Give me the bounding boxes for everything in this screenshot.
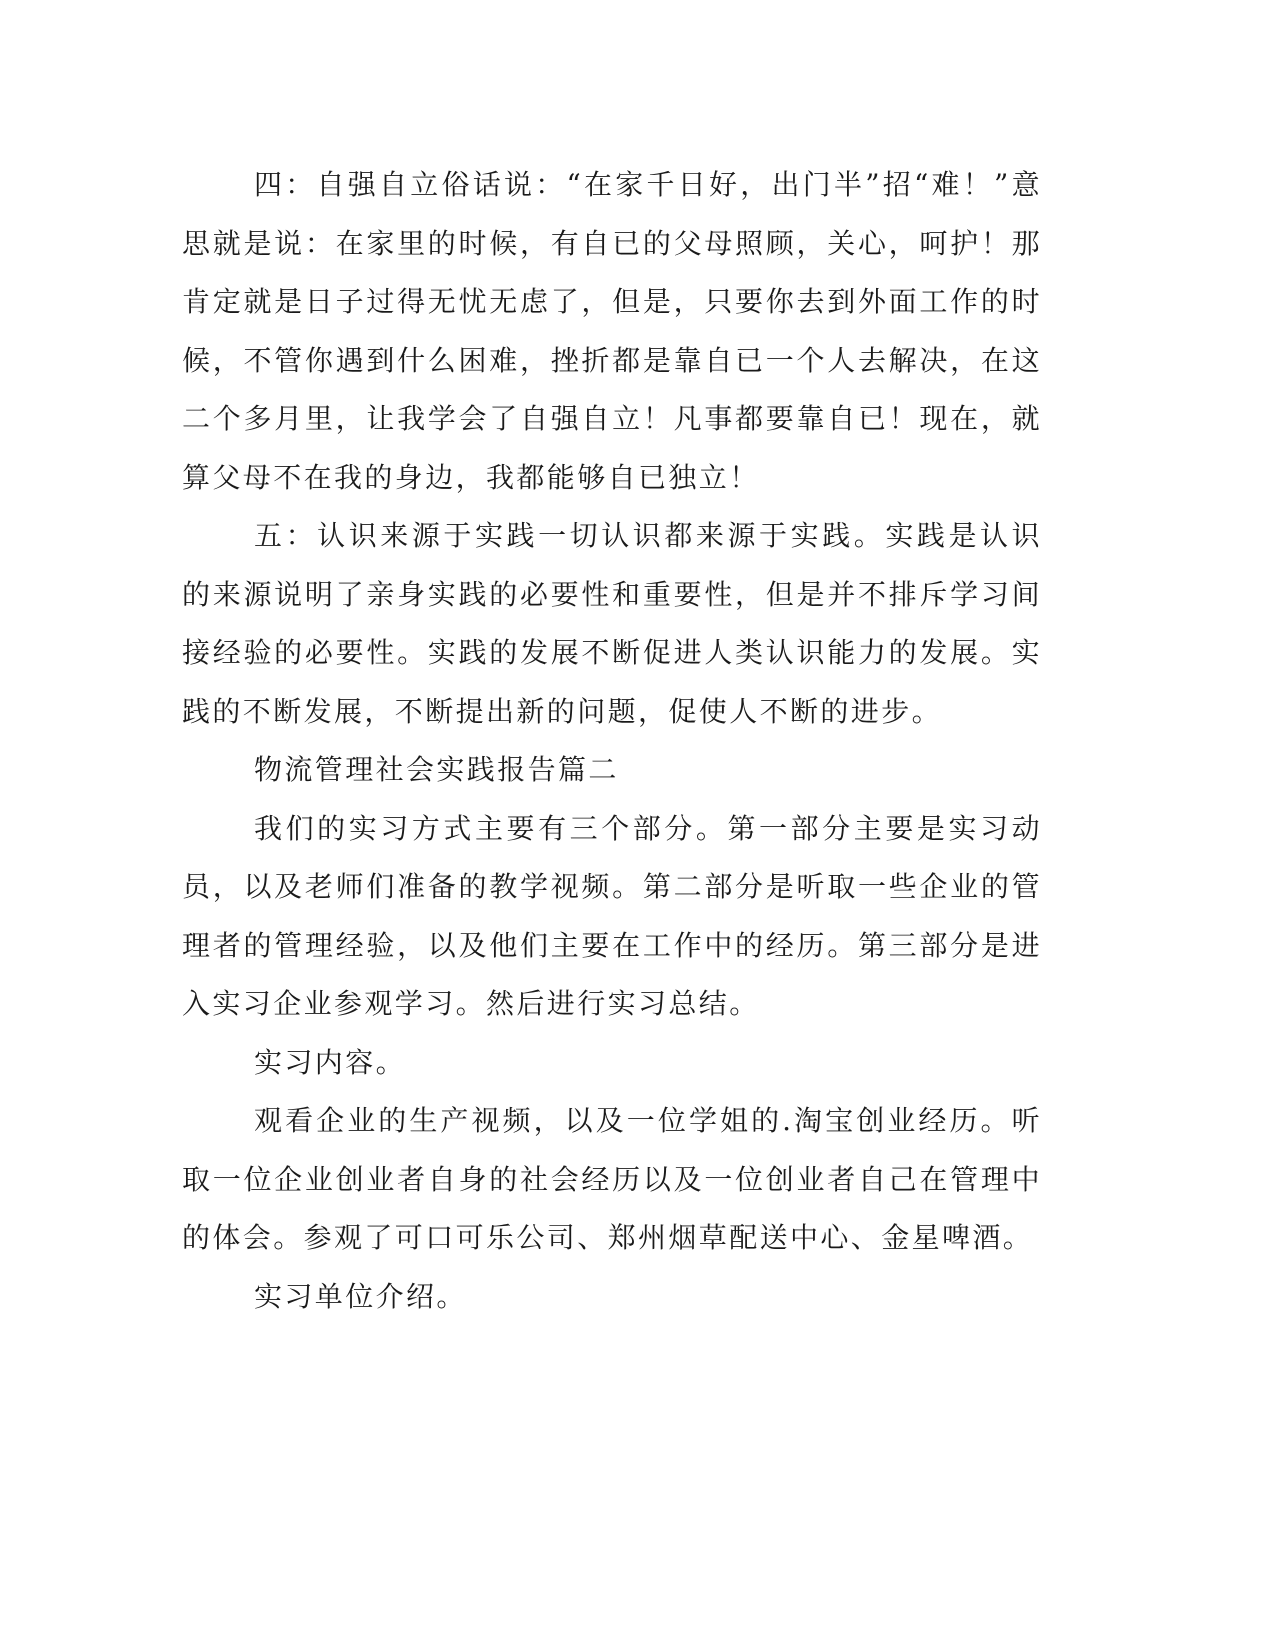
document-body	[182, 156, 1042, 1326]
paragraph-internship-content: 观看企业的生产视频，以及一位学姐的.淘宝创业经历。听取一位企业创业者自身的社会经历以及一位创业者自己在管理中的体会。参观了可口可乐公司、郑州烟草配送中心、金星啤酒。	[182, 1104, 1042, 1254]
section-heading: 物流管理社会实践报告篇二	[254, 753, 619, 786]
paragraph-self-reliance: 四：自强自立俗话说：“在家千日好，出门半”招“难！”意思就是说：在家里的时候，有自已的父母照顾，关心，呵护！那肯定就是日子过得无忧无虑了，但是，只要你去到外面工作的时候，不管你遇到什么困难，挫折都是靠自已一个人去解决，在这二个多月里，让我学会了自强自立！凡事都要靠自已！现在，就算父母不在我的身边，我都能够自已独立！	[182, 168, 1042, 494]
subheading-internship-unit: 实习单位介绍。	[254, 1279, 467, 1313]
paragraph-practice-knowledge: 五：认识来源于实践一切认识都来源于实践。实践是认识的来源说明了亲身实践的必要性和重要性，但是并不排斥学习间接经验的必要性。实践的发展不断促进人类认识能力的发展。实践的不断发展，不断提出新的问题，促使人不断的进步。	[182, 519, 1042, 728]
paragraph-internship-method: 我们的实习方式主要有三个部分。第一部分主要是实习动员，以及老师们准备的教学视频。第二部分是听取一些企业的管理者的管理经验，以及他们主要在工作中的经历。第三部分是进入实习企业参观学习。然后进行实习总结。	[182, 811, 1042, 1020]
subheading-internship-content: 实习内容。	[254, 1045, 407, 1079]
